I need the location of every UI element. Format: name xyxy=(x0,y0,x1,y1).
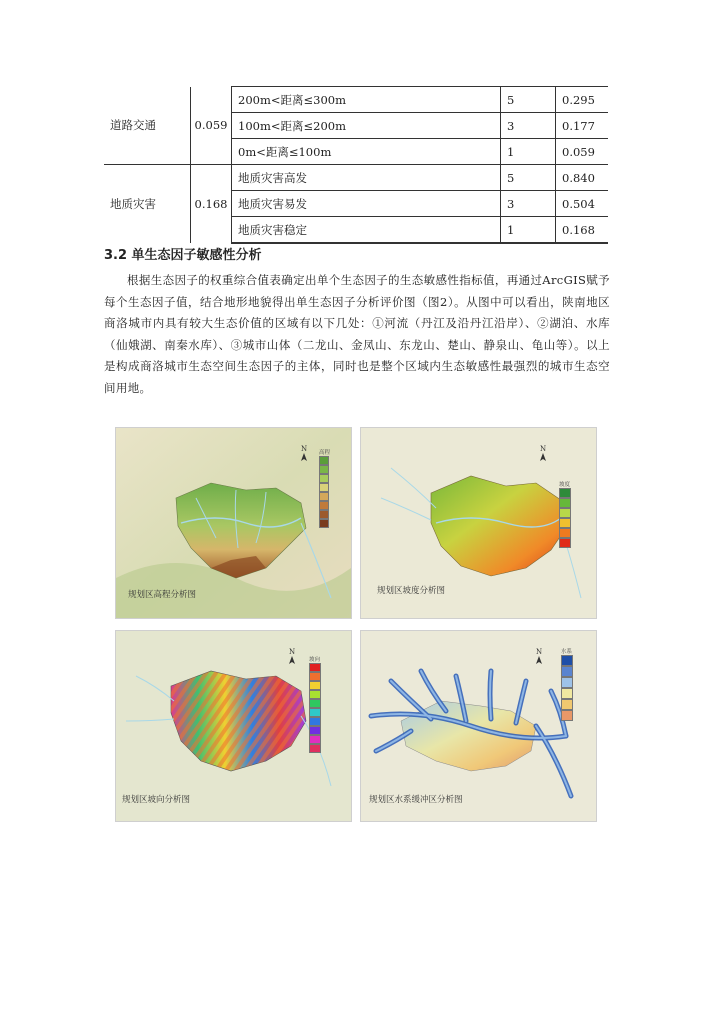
slope-map xyxy=(360,427,597,619)
legend-swatch xyxy=(309,663,321,672)
aspect-map xyxy=(115,630,352,822)
section-heading: 3.2 单生态因子敏感性分析 xyxy=(104,248,262,263)
legend-swatch xyxy=(309,699,321,708)
grade-cell: 3 xyxy=(501,113,556,139)
condition-cell: 100m<距离≤200m xyxy=(232,113,501,139)
legend-swatch xyxy=(559,498,571,508)
north-arrow-label: N xyxy=(535,648,543,656)
legend-swatch xyxy=(559,488,571,498)
value-cell: 0.840 xyxy=(556,165,609,191)
factor-weight-table xyxy=(104,86,608,244)
grade-cell: 1 xyxy=(501,139,556,165)
legend-swatch xyxy=(319,501,329,510)
legend-swatch xyxy=(561,699,573,710)
condition-cell: 0m<距离≤100m xyxy=(232,139,501,165)
value-cell: 0.059 xyxy=(556,139,609,165)
legend-swatch xyxy=(309,744,321,753)
grade-cell: 5 xyxy=(501,165,556,191)
value-cell: 0.177 xyxy=(556,113,609,139)
legend-swatch xyxy=(309,672,321,681)
legend-swatch xyxy=(309,735,321,744)
legend-swatch xyxy=(309,690,321,699)
north-arrow-label: N xyxy=(300,445,308,453)
legend-title: 坡度 xyxy=(559,482,571,488)
table-row xyxy=(104,87,608,113)
elevation-map xyxy=(115,427,352,619)
legend-swatch xyxy=(561,677,573,688)
legend-swatch xyxy=(319,510,329,519)
legend-swatch xyxy=(561,655,573,666)
grade-cell: 5 xyxy=(501,87,556,113)
map-caption: 规划区坡度分析图 xyxy=(377,586,446,596)
legend-swatch xyxy=(309,681,321,690)
legend-swatch xyxy=(319,519,329,528)
legend-swatch xyxy=(561,666,573,677)
section-paragraph: 根据生态因子的权重综合值表确定出单个生态因子的生态敏感性指标值，再通过ArcGIS赋予每个生态因子值，结合地形地貌得出单生态因子分析评价图（图2）。从图中可以看出，陕南地区商洛城市内具有较大生态价值的区域有以下几处：①河流（丹江及沿丹江沿岸）、②湖泊、水库（仙娥湖、南秦水库）、③城市山体（二龙山、金凤山、东龙山、楚山、静泉山、龟山等）。以上是构成商洛城市生态空间生态因子的主体，同时也是整个区域内生态敏感性最强烈的城市生态空间用地。 xyxy=(104,273,610,395)
legend-swatch xyxy=(309,726,321,735)
table-row xyxy=(104,165,608,191)
legend-swatch xyxy=(319,465,329,474)
map-caption: 规划区高程分析图 xyxy=(128,590,197,600)
legend-swatch xyxy=(561,688,573,699)
north-arrow-label: N xyxy=(288,648,296,656)
legend-title: 水系 xyxy=(561,649,573,655)
factor-weight: 0.059 xyxy=(191,87,232,165)
grade-cell: 1 xyxy=(501,217,556,244)
legend-title: 高程 xyxy=(319,450,331,456)
condition-cell: 地质灾害高发 xyxy=(232,165,501,191)
legend-swatch xyxy=(309,717,321,726)
legend-swatch xyxy=(309,708,321,717)
legend-swatch xyxy=(559,518,571,528)
legend-title: 坡向 xyxy=(309,657,321,663)
map-caption: 规划区水系缓冲区分析图 xyxy=(369,795,463,805)
factor-name: 道路交通 xyxy=(110,118,156,133)
legend-swatch xyxy=(559,528,571,538)
value-cell: 0.295 xyxy=(556,87,609,113)
factor-name: 地质灾害 xyxy=(104,165,191,244)
legend-swatch xyxy=(319,492,329,501)
legend-swatch xyxy=(561,710,573,721)
map-caption: 规划区坡向分析图 xyxy=(122,795,191,805)
north-arrow-label: N xyxy=(539,445,547,453)
legend-swatch xyxy=(319,456,329,465)
value-cell: 0.504 xyxy=(556,191,609,217)
condition-cell: 地质灾害易发 xyxy=(232,191,501,217)
legend-swatch xyxy=(319,474,329,483)
legend-swatch xyxy=(319,483,329,492)
factor-weight: 0.168 xyxy=(191,165,232,244)
grade-cell: 3 xyxy=(501,191,556,217)
water-buffer-map xyxy=(360,630,597,822)
condition-cell: 地质灾害稳定 xyxy=(232,217,501,244)
condition-cell: 200m<距离≤300m xyxy=(232,87,501,113)
legend-swatch xyxy=(559,508,571,518)
legend-swatch xyxy=(559,538,571,548)
value-cell: 0.168 xyxy=(556,217,609,244)
